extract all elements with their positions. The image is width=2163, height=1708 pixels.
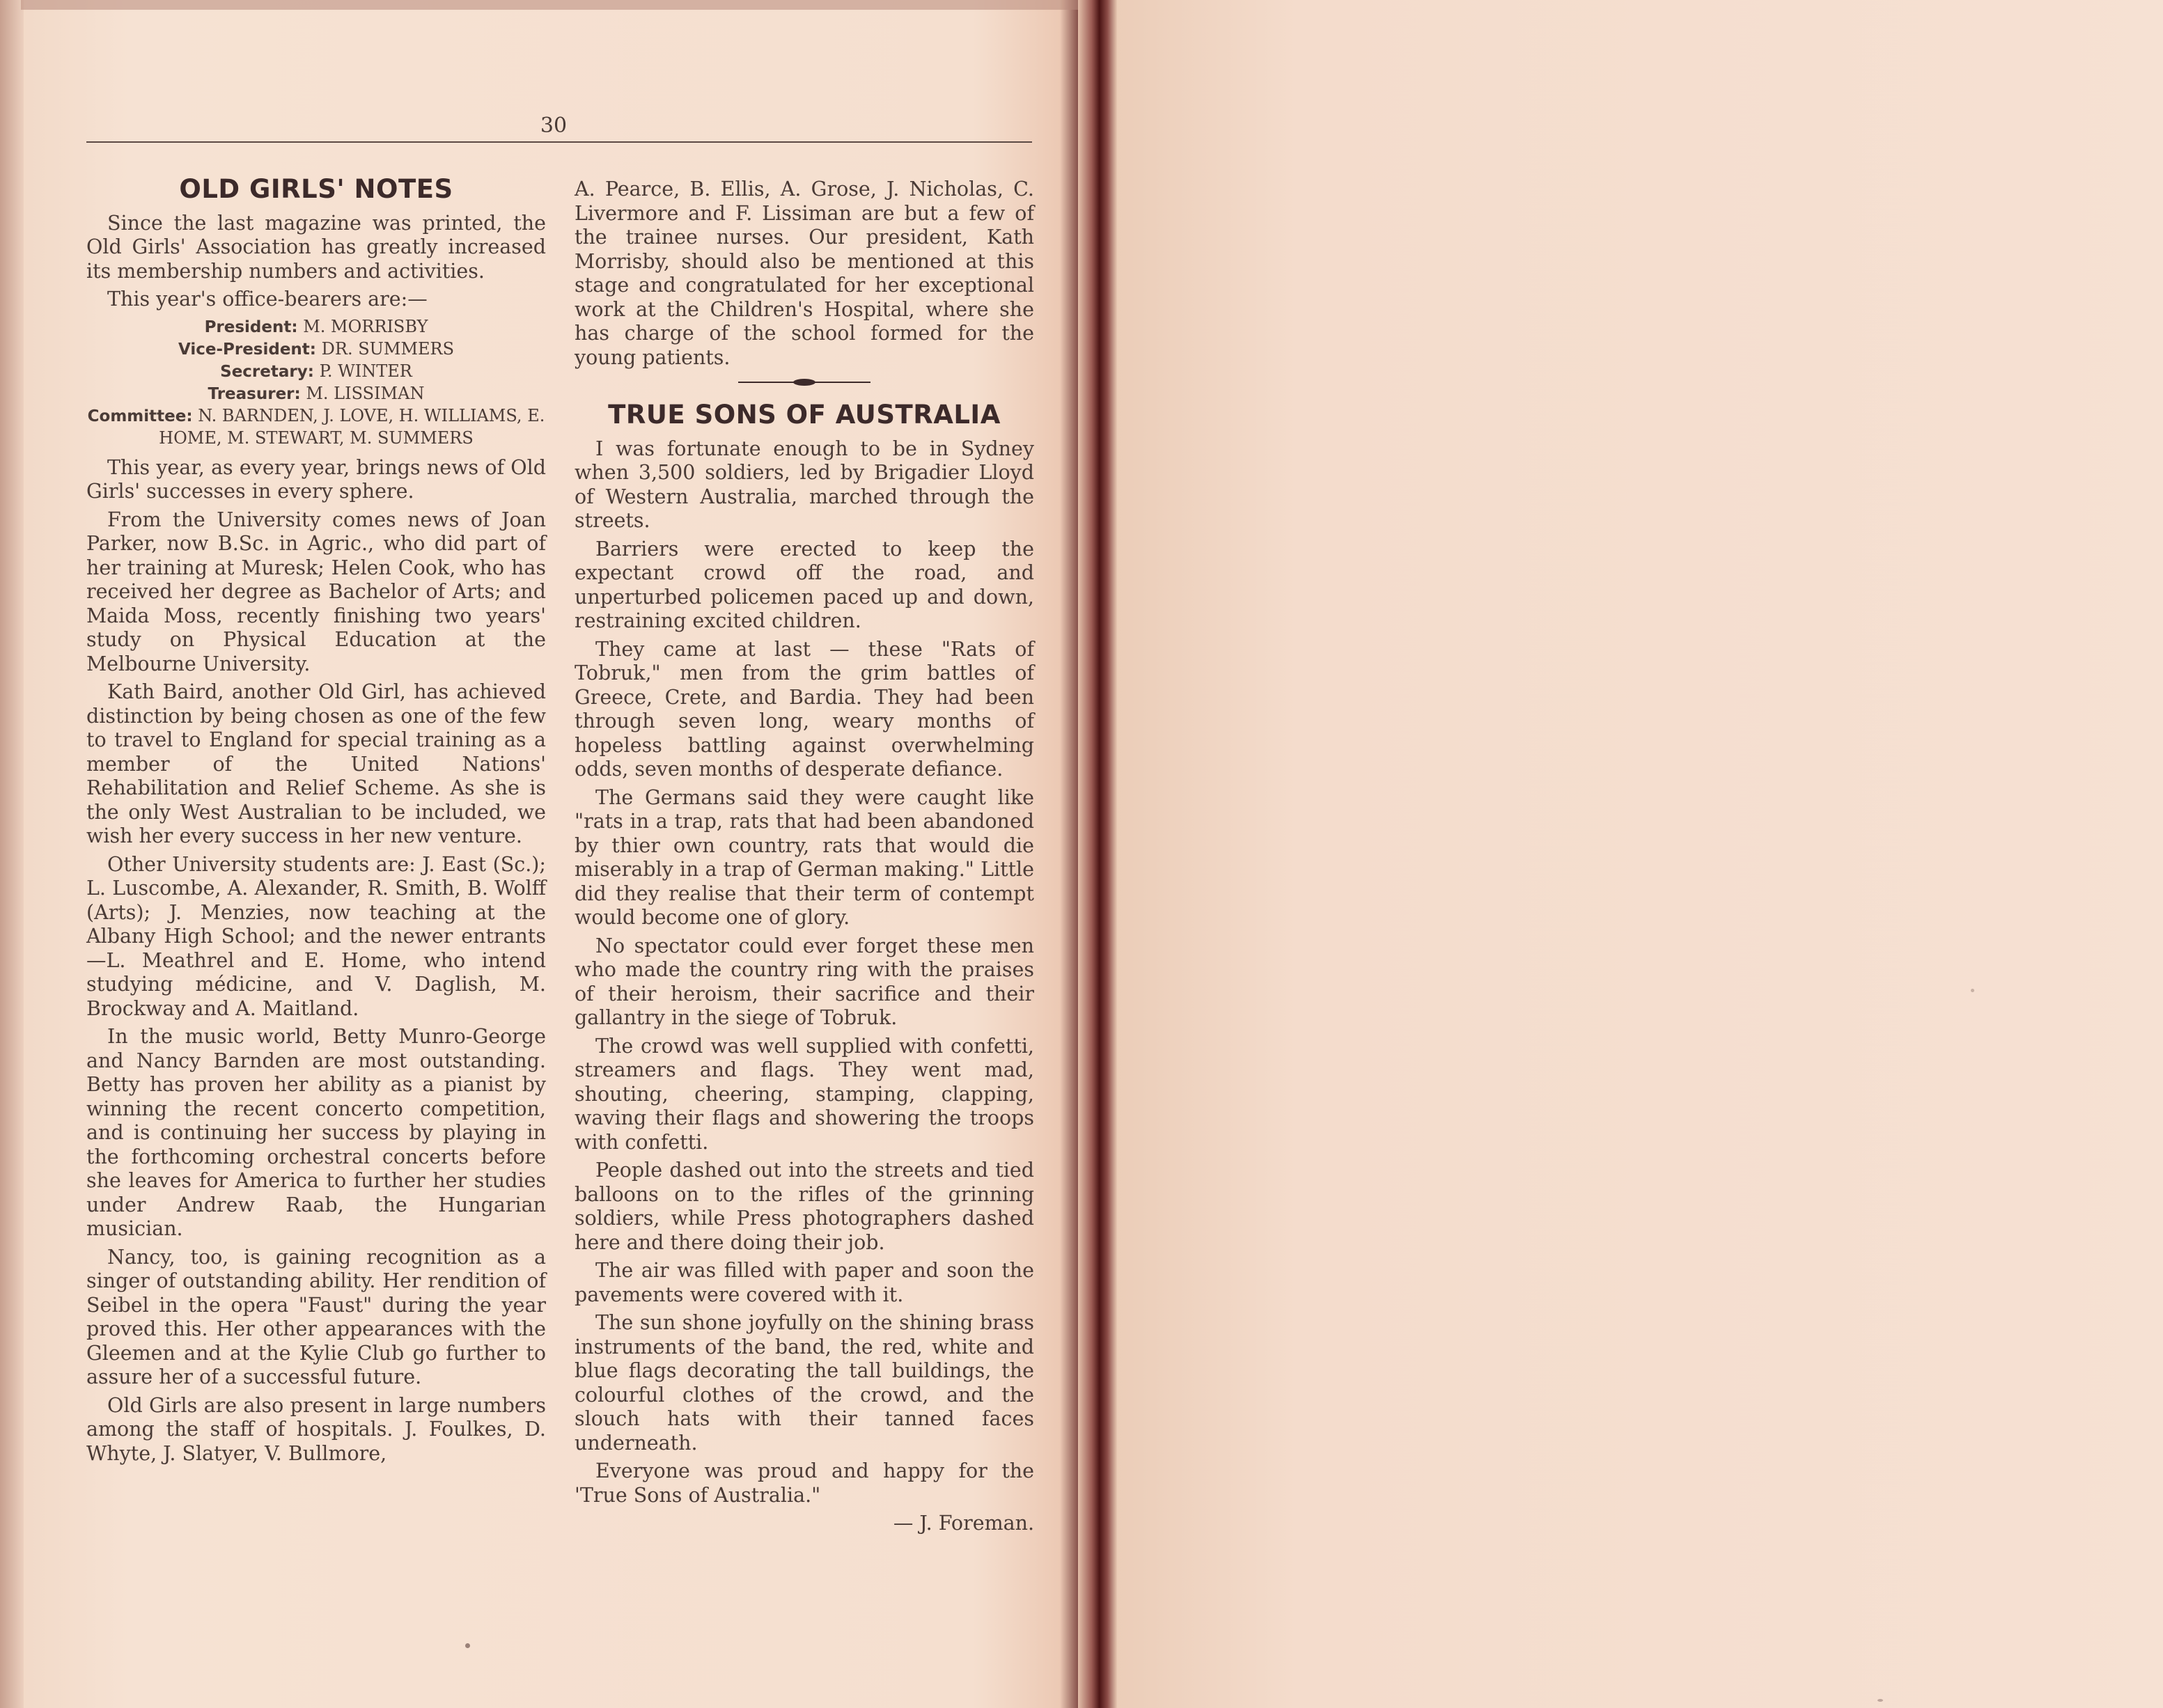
header-rule [86,141,1032,143]
divider-icon [738,377,870,388]
paragraph-crowd: The crowd was well supplied with confetti, streamers and flags. They went mad, shouting, cheering, stamping, clapping, waving their flags and showering the troops with confetti. [575,1034,1034,1154]
left-column [86,174,546,1470]
office-bearers-intro: This year's office-bearers are:— [107,288,428,311]
paragraph-nancy: Nancy, too, is gaining recognition as a singer of outstanding ability. Her rendition of Seibel in the opera "Faust" during the year proved this. Her other appearances with the Gleemen and at the Kylie Club go further to assure her of a successful future. [86,1245,546,1388]
right-column [575,178,1034,1540]
office-bearers-list [86,316,546,449]
officer-vice-president: Vice-President: DR. SUMMERS [178,338,455,359]
paragraph-rats-of-tobruk: They came at last — these "Rats of Tobruk," men from the grim battles of Greece, Crete, and Bardia. They had been through seven long, weary months of hopeless battling against overwhelming odds, seven months of desperate defiance. [575,637,1034,781]
top-page-edge [21,0,1086,10]
paragraph-air: The air was filled with paper and soon the pavements were covered with it. [575,1259,1034,1306]
article-title-old-girls-notes: OLD GIRLS' NOTES [179,174,453,204]
paper-speck [1971,989,1974,992]
continuation-paragraph: A. Pearce, B. Ellis, A. Grose, J. Nicholas, C. Livermore and F. Lissiman are but a few of the trainee nurses. Our president, Kath Morrisby, should also be mentioned at this stage and congratulated for her exceptional work at the Children's Hospital, where she has charge of the school formed for the young patients. [575,178,1034,369]
officer-president: President: M. MORRISBY [204,316,428,336]
paragraph-everyone: Everyone was proud and happy for the 'True Sons of Australia." [575,1459,1034,1507]
officer-secretary: Secretary: P. WINTER [220,361,412,381]
article-title-true-sons: TRUE SONS OF AUSTRALIA [608,400,1001,430]
paragraph-barriers: Barriers were erected to keep the expectant crowd off the road, and unperturbed policemen paced up and down, restraining excited children. [575,537,1034,632]
paragraph-successes: This year, as every year, brings news of Old Girls' successes in every sphere. [86,455,546,503]
paper-speck [1877,1699,1883,1702]
paragraph-sydney: I was fortunate enough to be in Sydney when 3,500 soldiers, led by Brigadier Lloyd of Western Australia, marched through the streets. [575,437,1034,532]
officer-committee: Committee: N. BARNDEN, J. LOVE, H. WILLIAMS, E. HOME, M. STEWART, M. SUMMERS [87,405,545,448]
paragraph-university: From the University comes news of Joan Parker, now B.Sc. in Agric., who did part of her training at Muresk; Helen Cook, who has received her degree as Bachelor of Arts; and Maida Moss, recently finishing two years' study on Physical Education at the Melbourne University. [86,508,546,675]
paragraph-hospitals: Old Girls are also present in large numbers among the staff of hospitals. J. Foulkes, D. Whyte, J. Slatyer, V. Bullmore, [86,1393,546,1465]
book-spine [1078,0,1117,1708]
paragraph-balloons: People dashed out into the streets and tied balloons on to the rifles of the grinning soldiers, while Press photographers dashed here and there doing their job. [575,1159,1034,1254]
paragraph-sun: The sun shone joyfully on the shining brass instruments of the band, the red, white and blue flags decorating the tall buildings, the colourful clothes of the crowd, and the slouch hats with their tanned faces underneath. [575,1311,1034,1455]
author-signoff: — J. Foreman. [893,1512,1034,1535]
paragraph-music: In the music world, Betty Munro-George and Nancy Barnden are most outstanding. Betty has proven her ability as a pianist by winning the recent concerto competition, and is continuing her success by playing in the forthcoming orchestral concerts before she leaves for America to further her studies under Andrew Raab, the Hungarian musician. [86,1025,546,1240]
paragraph-spectator: No spectator could ever forget these men who made the country ring with the praises of their heroism, their sacrifice and their gallantry in the siege of Tobruk. [575,934,1034,1029]
paragraph-germans: The Germans said they were caught like "rats in a trap, rats that had been abandoned by thier own country, rats that would die miserably in a trap of German making." Little did they realise that their term of contempt would become one of glory. [575,785,1034,929]
section-divider-ornament [575,377,1034,388]
paper-speck [465,1643,470,1648]
paragraph-students: Other University students are: J. East (Sc.); L. Luscombe, A. Alexander, R. Smith, B. Wolff (Arts); J. Menzies, now teaching at the Albany High School; and the newer entrants—L. Meathrel and E. Home, who intend studying médicine, and V. Daglish, M. Brockway and A. Maitland. [86,852,546,1020]
left-page-edge [0,0,24,1708]
officer-treasurer: Treasurer: M. LISSIMAN [208,383,425,403]
paragraph-kath-baird: Kath Baird, another Old Girl, has achieved distinction by being chosen as one of the few to travel to England for special training as a member of the United Nations' Rehabilitation and Relief Scheme. As she is the only West Australian to be included, we wish her every success in her new venture. [86,680,546,847]
page-number: 30 [540,113,568,138]
intro-paragraph: Since the last magazine was printed, the Old Girls' Association has greatly increased its membership numbers and activities. [86,211,546,283]
